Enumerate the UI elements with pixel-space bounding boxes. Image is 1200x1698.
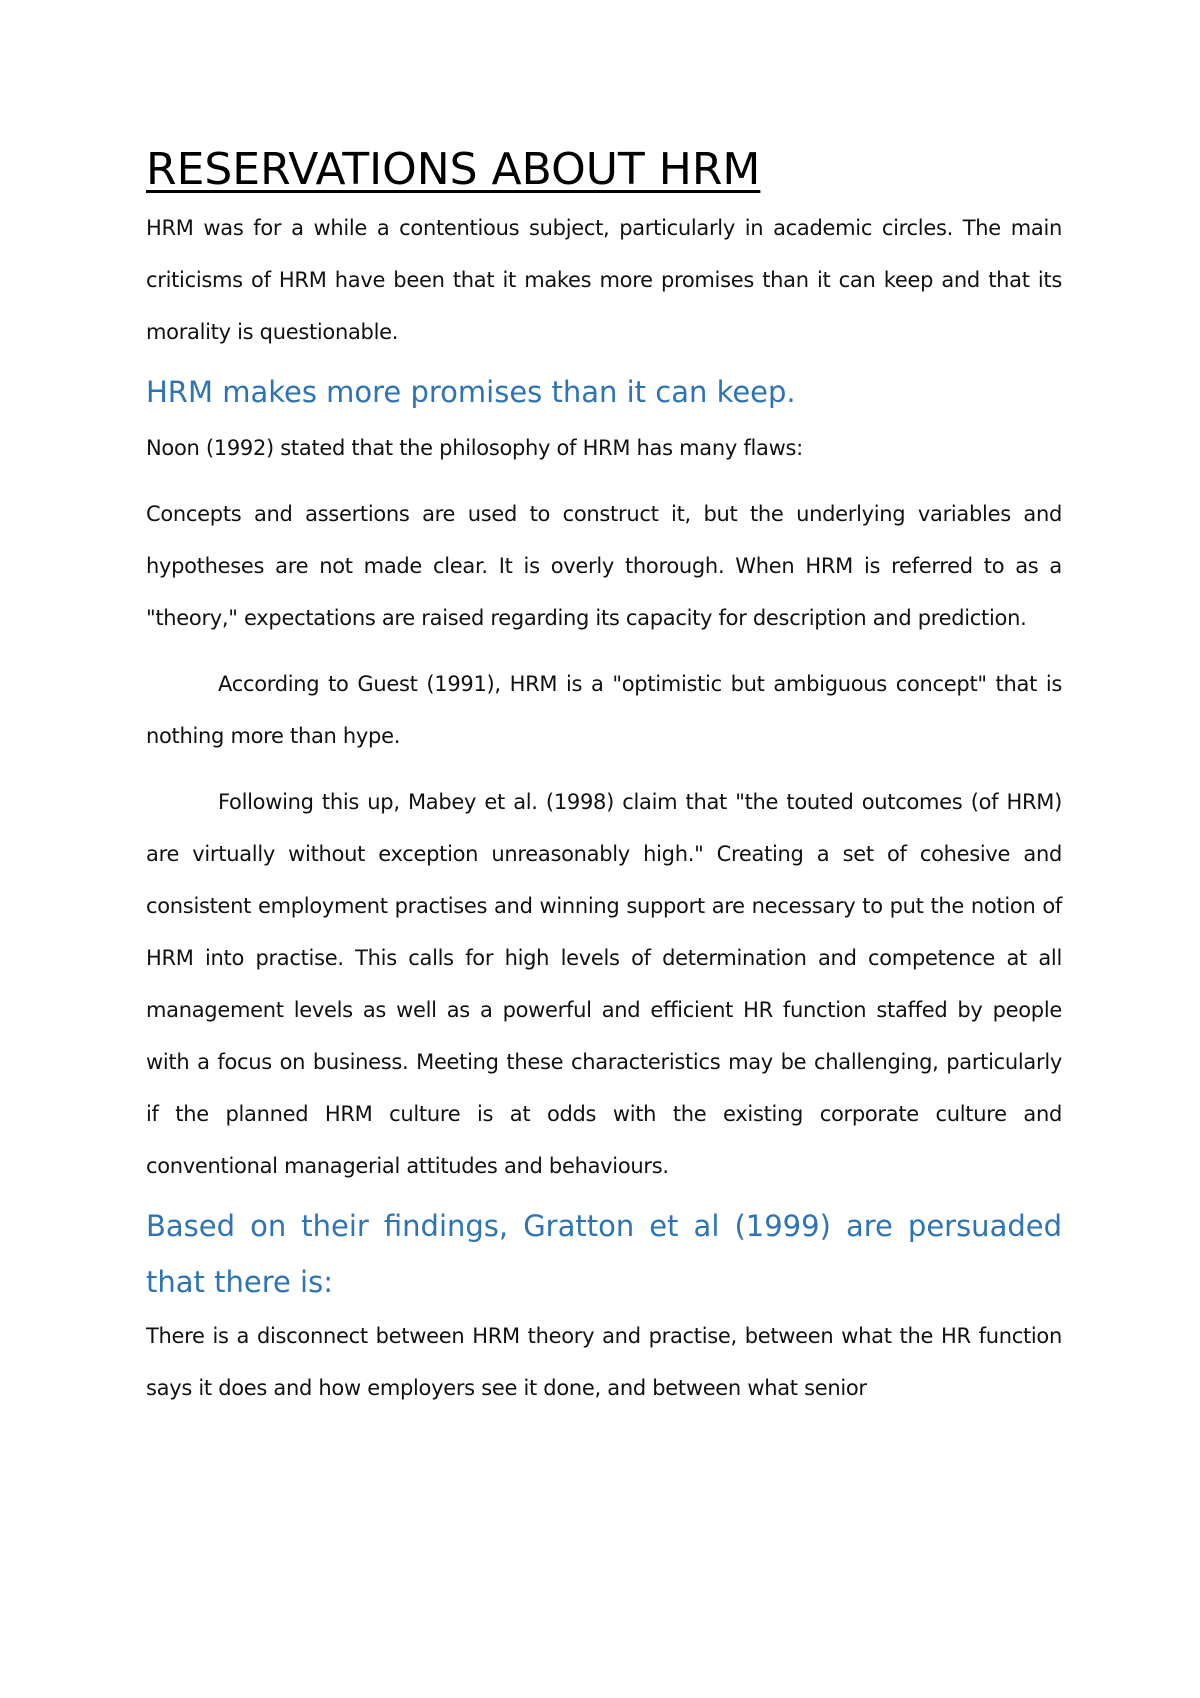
document-title: RESERVATIONS ABOUT HRM — [146, 144, 761, 195]
mabey-paragraph: Following this up, Mabey et al. (1998) claim that "the touted outcomes (of HRM) are virtually without exception unreasonably high." Creating a set of cohesive and consistent employment practises and winning support are necessary to put the notion of HRM into practise. This calls for high levels of determination and competence at all management levels as well as a powerful and efficient HR function staffed by people with a focus on business. Meeting these characteristics may be challenging, particularly if the planned HRM culture is at odds with the existing corporate culture and conventional managerial attitudes and behaviours. — [146, 790, 1062, 1178]
concepts-paragraph: Concepts and assertions are used to construct it, but the underlying variables and hypotheses are not made clear. It is overly thorough. When HRM is referred to as a "theory," expectations are raised regarding its capacity for description and prediction. — [146, 502, 1062, 630]
section-heading-gratton: Based on their findings, Gratton et al (1999) are persuaded that there is: — [146, 1209, 1062, 1299]
document-content — [146, 138, 1062, 1414]
intro-paragraph: HRM was for a while a contentious subject, particularly in academic circles. The main criticisms of HRM have been that it makes more promises than it can keep and that its morality is questionable. — [146, 216, 1062, 344]
section-heading-promises: HRM makes more promises than it can keep. — [146, 375, 796, 409]
noon-paragraph: Noon (1992) stated that the philosophy of HRM has many flaws: — [146, 436, 803, 460]
disconnect-paragraph: There is a disconnect between HRM theory and practise, between what the HR function says it does and how employers see it done, and between what senior — [146, 1324, 1062, 1400]
guest-paragraph: According to Guest (1991), HRM is a "optimistic but ambiguous concept" that is nothing more than hype. — [146, 672, 1062, 748]
